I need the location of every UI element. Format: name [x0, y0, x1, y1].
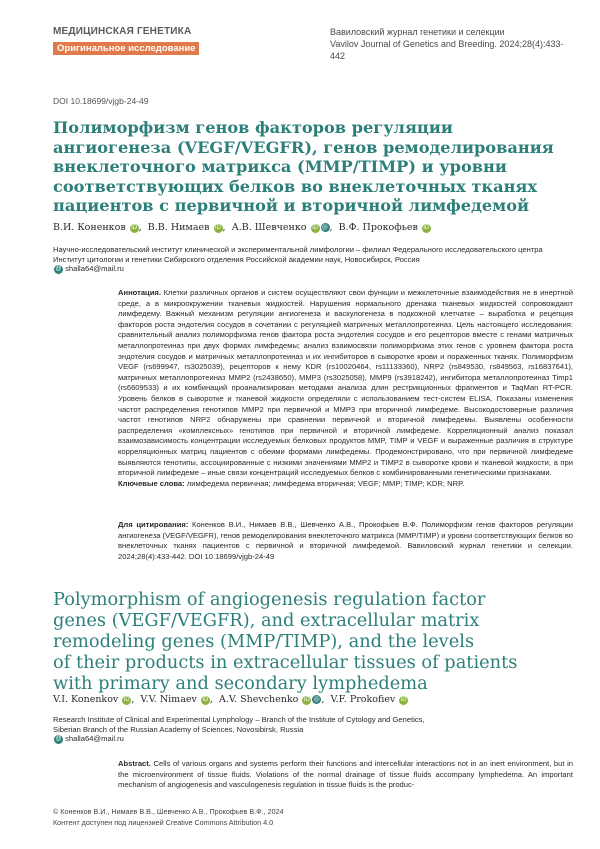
title-line: внеклеточного матрикса (MMP/TIMP) и уровни [53, 157, 507, 176]
citation-label: Для цитирования: [118, 520, 189, 529]
authors-en: V.I. Konenkov iD , V.V. Nimaev iD , A.V. Shevchenko iD @ , V.F. Prokofiev iD [53, 694, 407, 705]
journal-name-ru: Вавиловский журнал генетики и селекции [330, 27, 505, 37]
keywords-label: Ключевые слова: [118, 478, 185, 488]
orcid-icon[interactable]: iD [123, 697, 130, 703]
email-icon: @ [55, 266, 62, 273]
title-line: ангиогенеза (VEGF/VEGFR), генов ремоделирования [53, 137, 554, 157]
article-title-ru [53, 118, 573, 216]
article-title-en [53, 589, 573, 694]
page-footer [53, 806, 284, 828]
keywords-text: лимфедема первичная; лимфедема вторичная; VEGF; MMP; TIMP; KDR; NRP. [186, 478, 465, 488]
affiliation-line: Research Institute of Clinical and Experimental Lymphology – Branch of the Institute of Cytology and Genetics, [53, 715, 425, 724]
license-notice[interactable]: Контент доступен под лицензией Creative Commons Attribution 4.0 [53, 818, 274, 827]
author-name: V.F. Prokofiev [330, 694, 396, 705]
title-line: пациентов с первичной и вторичной лимфедемой [53, 196, 530, 215]
orcid-icon[interactable]: iD [312, 225, 318, 231]
orcid-icon[interactable]: iD [131, 225, 138, 231]
copyright: © Коненков В.И., Нимаев В.В., Шевченко А.В., Прокофьев В.Ф., 2024 [53, 807, 284, 816]
abstract-text: Клетки различных органов и систем осуществляют свои функции и межклеточные взаимодействия не в инертной среде, а в микроокружении тканевых жидкостей. Нарушения нормального дренажа тканевых жидкостей сопровождают лимфедему. Важный механизм регуляции ангиогенеза и васкулогенеза в подкожной клетчатке – выработка и рецепция факторов роста эндотелия сосудов в сочетании с регуляцией матричных металлопротеиназ. Цель настоящего исследования: сравнительный анализ полиморфизма генов фактора роста эндотелия сосудов и его рецепторов вместе с генами матричных металлопротеиназ при двух формах лимфедемы; анализ взаимосвязи полиморфизма этих генов с уровнем фактора роста эндотелия сосудов и матричных металлопротеиназ и их ингибиторов в сыворотке крови и пораженных тканях. Полиморфизм VEGF (rs699947, rs3025039), рецепторов к нему KDR (rs10020464, rs11133360), NRP2 (rs849530, rs849563, rs16837641), матричных металлопротеиназ MMP2 (rs2438650), MMP3 (rs3025058), MMP9 (rs3918242), ингибитора металлопротеиназ Timp1 (rs6609533) и их комбинаций проанализирован методами анализа длин рестрикционных фрагментов и TaqMan RT-PCR. Уровень белков в сыворотке и тканевой жидкости определяли с использованием тест-систем ELISA. Показаны изменения частот распределения генотипов MMP2 при первичной и MMP3 при вторичной лимфедеме. Высокодостоверные различия частот генотипов NRP2 обнаружены при сравнении первичной и вторичной лимфедемы. Выявлены особенности распределения «комплексных» генотипов при первичной и вторичной лимфедеме. Корреляционный анализ показал взаимозависимость концентрации исследуемых белковых продуктов MMP, TIMP и VEGF и выраженные различия в структуре корреляционных матриц пациентов с обеими формами лимфедемы. Продемонстрировано, что при первичной лимфедеме выявляются генотипы, ассоциированные с низкими значениями MMP2 и TIMP2 в сыворотке крови и тканевой жидкости, а при вторичной лимфедеме – иные связи концентраций исследуемых белков с комбинированными генетическими признаками. [118, 288, 573, 478]
abstract-label: Аннотация. [118, 288, 161, 297]
author-name: V.I. Konenkov [53, 694, 119, 705]
orcid-icon[interactable]: iD [202, 697, 209, 703]
article-type-badge: Оригинальное исследование [53, 42, 199, 55]
email-icon[interactable]: @ [313, 696, 320, 703]
affiliation-text: Научно-исследовательский институт клинической и экспериментальной лимфологии – филиал Федерального исследовательского центра Институт цитологии и генетики Сибирского отделения Российской академии наук, Новосибирск, Россия [53, 245, 543, 264]
abstract-en [118, 759, 573, 791]
corresponding-email [53, 264, 573, 274]
title-line: of their products in extracellular tissues of patients [53, 652, 518, 673]
author-name: В.В. Нимаев [147, 222, 210, 233]
email-icon: @ [55, 736, 62, 743]
title-line: Полиморфизм генов факторов регуляции [53, 118, 453, 137]
author-name: В.И. Коненков [53, 222, 126, 233]
email-icon[interactable]: @ [322, 224, 329, 231]
orcid-icon[interactable]: iD [215, 225, 221, 231]
journal-citation-en: Vavilov Journal of Genetics and Breeding. 2024;28(4):433-442 [330, 39, 564, 61]
doi[interactable]: DOI 10.18699/vjgb-24-49 [53, 96, 149, 106]
author-name: А.В. Шевченко [231, 222, 307, 233]
title-line: соответствующих белков во внеклеточных тканях [53, 176, 538, 196]
title-line: with primary and secondary lymphedema [53, 673, 428, 694]
title-line: Polymorphism of angiogenesis regulation factor [53, 589, 486, 610]
orcid-icon[interactable]: iD [304, 697, 310, 703]
journal-header-right [330, 26, 570, 62]
title-line: genes (VEGF/VEGFR), and extracellular matrix [53, 610, 480, 631]
affiliation-ru [53, 245, 573, 274]
abstract-label: Abstract. [118, 759, 151, 768]
abstract-ru [118, 288, 573, 489]
citation-block [118, 520, 573, 562]
author-name: V.V. Nimaev [140, 694, 197, 705]
affiliation-en [53, 715, 573, 744]
orcid-icon[interactable]: iD [400, 697, 407, 703]
email-address[interactable]: shalla64@mail.ru [65, 264, 124, 274]
title-line: remodeling genes (MMP/TIMP), and the levels [53, 631, 475, 652]
abstract-text: Cells of various organs and systems perform their functions and intercellular interactions not in an inert environment, but in the microenvironment of tissue fluids. Violations of the normal drainage of tissue fluids accompany lymphedema. An important mechanism of angiogenesis and vasculogenesis regulation in tissue fluids is the produc- [118, 759, 573, 790]
author-name: A.V. Shevchenko [218, 694, 299, 705]
journal-header-left [53, 26, 273, 56]
journal-section-title: МЕДИЦИНСКАЯ ГЕНЕТИКА [53, 26, 192, 37]
affiliation-line: Siberian Branch of the Russian Academy of Sciences, Novosibirsk, Russia [53, 724, 304, 734]
orcid-icon[interactable]: iD [423, 225, 430, 231]
corresponding-email [53, 734, 573, 744]
author-name: В.Ф. Прокофьев [338, 222, 418, 233]
email-address[interactable]: shalla64@mail.ru [65, 734, 124, 744]
authors-ru: В.И. Коненков iD , В.В. Нимаев iD , А.В. Шевченко iD @ , В.Ф. Прокофьев iD [53, 222, 430, 233]
citation-text: Коненков В.И., Нимаев В.В., Шевченко А.В., Прокофьев В.Ф. Полиморфизм генов факторов регуляции ангиогенеза (VEGF/VEGFR), генов ремоделирования внеклеточного матрикса (MMP/TIMP) и уровни соответствующих белков во внеклеточных тканях пациентов с первичной и вторичной лимфедемой. Вавиловский журнал генетики и селекции. 2024;28(4):433-442. DOI 10.18699/vjgb-24-49 [118, 520, 573, 561]
